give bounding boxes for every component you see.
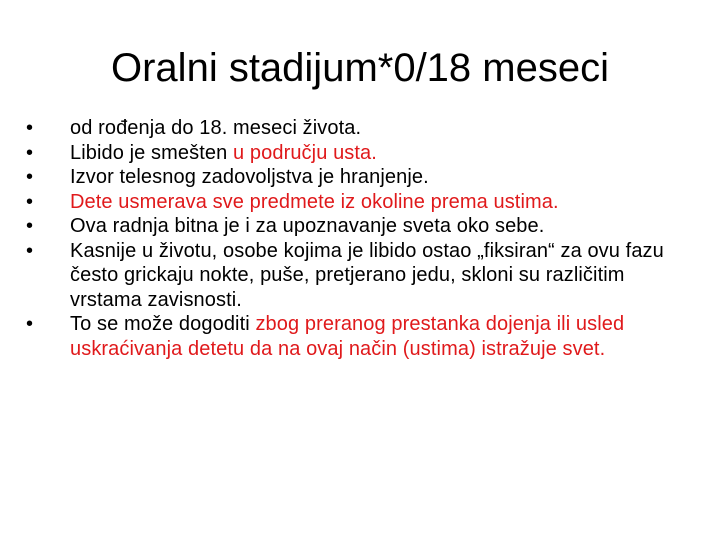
bullet-item <box>26 190 696 215</box>
bullet-text: Libido je smešten <box>70 141 234 164</box>
bullet-dot-icon: • <box>26 215 34 237</box>
bullet-dot-icon: • <box>26 141 34 164</box>
bullet-text: Izvor telesnog zadovoljstva je hranjenje. <box>70 166 429 188</box>
bullet-list <box>26 116 696 361</box>
bullet-item <box>26 165 696 190</box>
bullet-item <box>26 312 696 361</box>
bullet-text-highlight: Dete usmerava sve predmete iz okoline prema ustima. <box>70 190 559 213</box>
bullet-dot-icon: • <box>26 166 34 188</box>
slide-title: Oralni stadijum*0/18 meseci <box>111 46 609 90</box>
bullet-dot-icon: • <box>26 190 34 213</box>
bullet-text: od rođenja do 18. meseci života. <box>70 117 362 139</box>
bullet-text: Ova radnja bitna je i za upoznavanje sveta oko sebe. <box>70 215 545 237</box>
bullet-item <box>26 214 696 239</box>
bullet-dot-icon: • <box>26 239 34 262</box>
bullet-text: Kasnije u životu, osobe kojima je libido ostao „fiksiran“ za ovu fazu često grickaju nokte, puše, pretjerano jedu, skloni su različitim vrstama zavisnosti. <box>70 239 664 311</box>
bullet-dot-icon: • <box>26 313 34 335</box>
bullet-item <box>26 239 696 313</box>
bullet-dot-icon: • <box>26 117 34 139</box>
bullet-text-highlight: zbog preranog prestanka dojenja ili usled uskraćivanja detetu da na ovaj način (ustima) istražuje svet. <box>70 313 625 360</box>
bullet-text: To se može dogoditi <box>70 313 256 335</box>
bullet-item <box>26 116 696 141</box>
bullet-text-highlight: u području usta. <box>233 141 377 164</box>
bullet-item <box>26 141 696 166</box>
